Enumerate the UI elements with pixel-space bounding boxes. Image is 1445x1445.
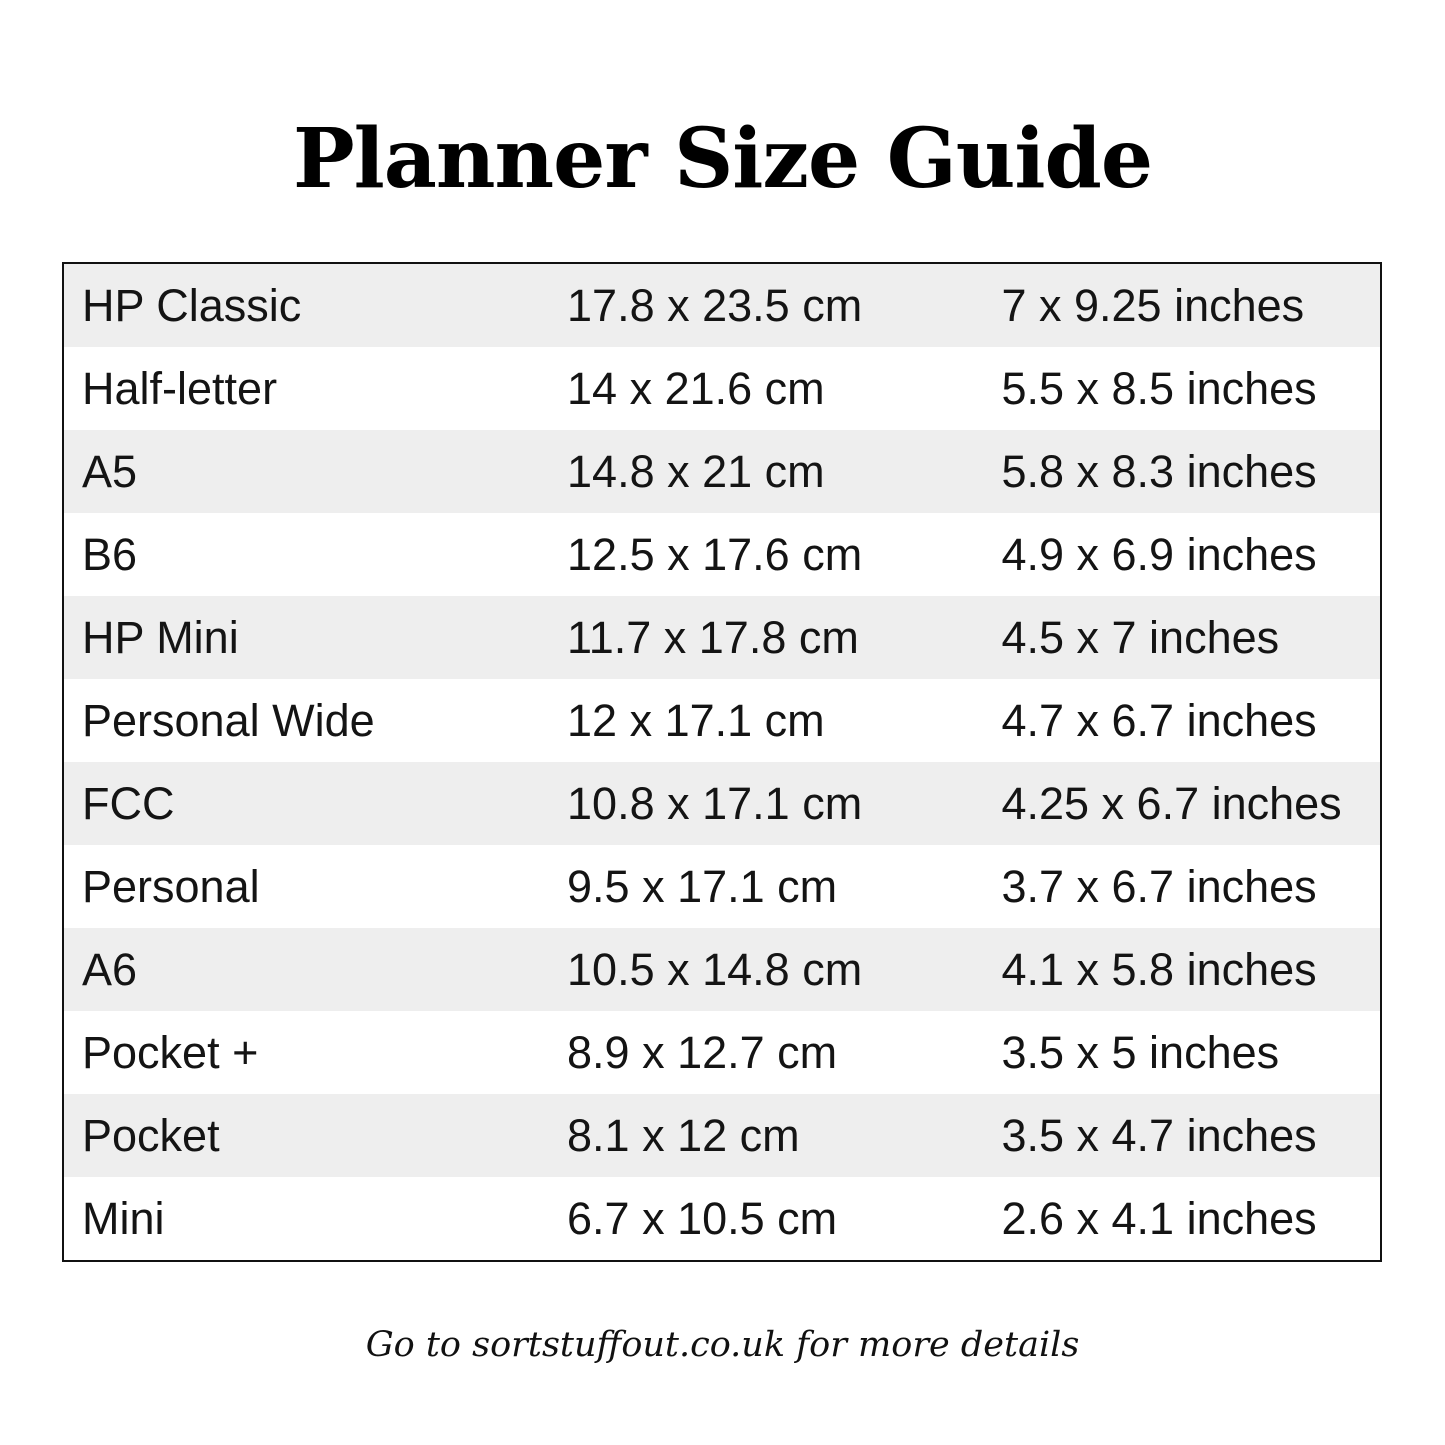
planner-name-cell: FCC — [64, 762, 549, 845]
planner-inches-cell: 5.5 x 8.5 inches — [983, 347, 1380, 430]
planner-inches-cell: 4.7 x 6.7 inches — [983, 679, 1380, 762]
planner-inches-cell: 3.5 x 5 inches — [983, 1011, 1380, 1094]
planner-cm-cell: 10.8 x 17.1 cm — [549, 762, 983, 845]
table-row — [64, 1177, 1380, 1260]
planner-cm-cell: 6.7 x 10.5 cm — [549, 1177, 983, 1260]
planner-cm-cell: 12 x 17.1 cm — [549, 679, 983, 762]
table-row — [64, 264, 1380, 347]
size-table-container — [62, 262, 1382, 1262]
planner-cm-cell: 14 x 21.6 cm — [549, 347, 983, 430]
table-row — [64, 679, 1380, 762]
table-row — [64, 845, 1380, 928]
table-row — [64, 1011, 1380, 1094]
planner-inches-cell: 3.5 x 4.7 inches — [983, 1094, 1380, 1177]
table-row — [64, 762, 1380, 845]
table-row — [64, 513, 1380, 596]
planner-name-cell: Half-letter — [64, 347, 549, 430]
planner-name-cell: HP Mini — [64, 596, 549, 679]
planner-cm-cell: 9.5 x 17.1 cm — [549, 845, 983, 928]
table-row — [64, 928, 1380, 1011]
planner-inches-cell: 2.6 x 4.1 inches — [983, 1177, 1380, 1260]
planner-name-cell: HP Classic — [64, 264, 549, 347]
planner-name-cell: A5 — [64, 430, 549, 513]
planner-cm-cell: 14.8 x 21 cm — [549, 430, 983, 513]
planner-inches-cell: 4.5 x 7 inches — [983, 596, 1380, 679]
table-row — [64, 596, 1380, 679]
planner-name-cell: Pocket + — [64, 1011, 549, 1094]
planner-cm-cell: 12.5 x 17.6 cm — [549, 513, 983, 596]
planner-inches-cell: 4.1 x 5.8 inches — [983, 928, 1380, 1011]
planner-cm-cell: 8.1 x 12 cm — [549, 1094, 983, 1177]
table-row — [64, 347, 1380, 430]
planner-inches-cell: 4.9 x 6.9 inches — [983, 513, 1380, 596]
page-title: Planner Size Guide — [292, 111, 1153, 207]
planner-inches-cell: 7 x 9.25 inches — [983, 264, 1380, 347]
planner-name-cell: Mini — [64, 1177, 549, 1260]
planner-inches-cell: 5.8 x 8.3 inches — [983, 430, 1380, 513]
planner-name-cell: Personal — [64, 845, 549, 928]
planner-cm-cell: 17.8 x 23.5 cm — [549, 264, 983, 347]
planner-inches-cell: 4.25 x 6.7 inches — [983, 762, 1380, 845]
table-row — [64, 1094, 1380, 1177]
planner-cm-cell: 11.7 x 17.8 cm — [549, 596, 983, 679]
planner-cm-cell: 10.5 x 14.8 cm — [549, 928, 983, 1011]
planner-cm-cell: 8.9 x 12.7 cm — [549, 1011, 983, 1094]
size-table — [64, 264, 1380, 1260]
planner-name-cell: Pocket — [64, 1094, 549, 1177]
size-table-body — [64, 264, 1380, 1260]
table-row — [64, 430, 1380, 513]
planner-name-cell: A6 — [64, 928, 549, 1011]
planner-name-cell: Personal Wide — [64, 679, 549, 762]
footer-note: Go to sortstuffout.co.uk for more details — [365, 1325, 1080, 1365]
planner-name-cell: B6 — [64, 513, 549, 596]
planner-inches-cell: 3.7 x 6.7 inches — [983, 845, 1380, 928]
